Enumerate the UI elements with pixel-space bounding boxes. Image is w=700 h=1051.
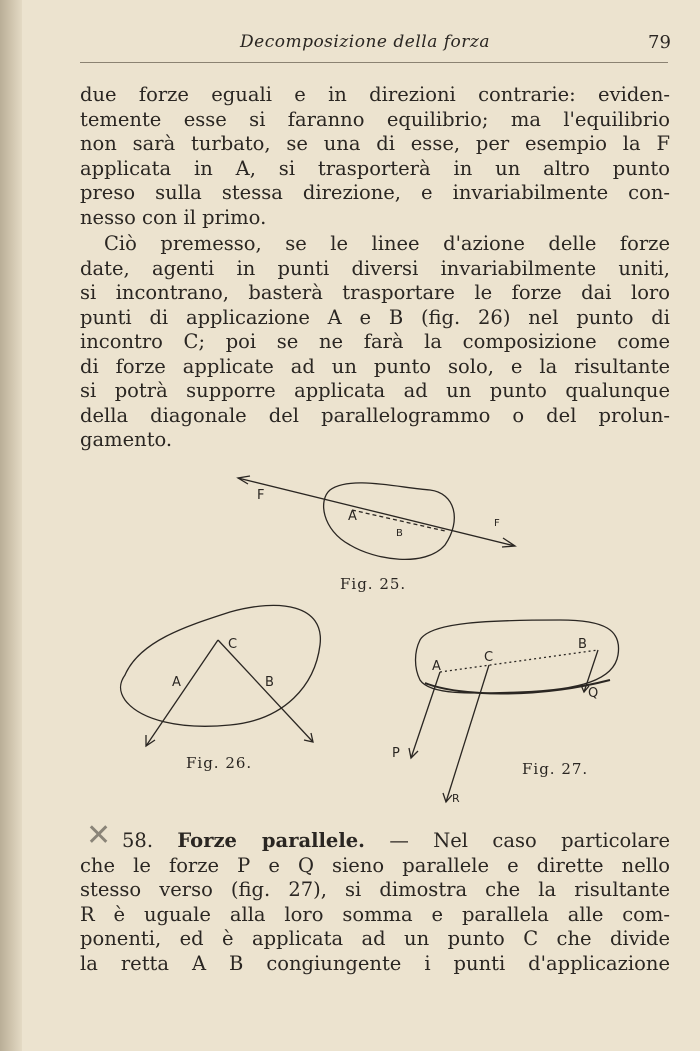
section-heading: Forze parallele. <box>177 829 365 852</box>
fig25-diagram <box>238 476 515 559</box>
fig26-diagram <box>120 605 320 746</box>
text-line: stesso verso (fig. 27), si dimostra che la risultante <box>80 878 670 901</box>
text-line: gamento. <box>80 428 173 451</box>
fig26-label-c: C <box>228 637 238 652</box>
fig27-label-p: P <box>392 746 400 761</box>
fig27-label-a: A <box>432 659 441 674</box>
text-line: nesso con il primo. <box>80 205 267 229</box>
fig25-label-f-right: F <box>494 518 500 529</box>
text-line: incontro C; poi se ne farà la composizione come <box>80 330 670 353</box>
pencil-x-mark: ✕ <box>86 818 112 853</box>
text-line: temente esse si faranno equilibrio; ma l'equilibrio <box>80 107 670 131</box>
fig27-label-c: C <box>484 650 494 665</box>
text-line: si potrà supporre applicata ad un punto qualunque <box>80 379 670 402</box>
fig25-label-f-left: F <box>257 488 265 503</box>
paragraph-3 <box>80 829 670 976</box>
fig25-caption: Fig. 25. <box>340 575 407 593</box>
fig27-label-b: B <box>578 637 587 652</box>
text-line: si incontrano, basterà trasportare le forze dai loro <box>80 281 670 304</box>
fig25-label-a: A <box>348 509 357 524</box>
text-line: preso sulla stessa direzione, e invariabilmente con- <box>80 181 670 204</box>
text-line: che le forze P e Q sieno parallele e dirette nello <box>80 853 670 877</box>
text-line: R è uguale alla loro somma e parallela alle com- <box>80 902 670 926</box>
fig27-label-q: Q <box>588 686 599 701</box>
text-line: Ciò premesso, se le linee d'azione delle forze <box>104 232 670 255</box>
fig26-label-b: B <box>265 675 274 690</box>
text-line: due forze eguali e in direzioni contrarie: eviden- <box>80 83 670 106</box>
fig26-label-a: A <box>172 675 181 690</box>
text-line: ponenti, ed è applicata ad un punto C che divide <box>80 927 670 950</box>
text-line: non sarà turbato, se una di esse, per esempio la F <box>80 132 670 155</box>
page-number: 79 <box>648 32 671 53</box>
section-number: 58. <box>122 829 154 852</box>
text-line: applicata in A, si trasporterà in un altro punto <box>80 156 670 180</box>
text-line: — Nel caso particolare <box>389 829 670 852</box>
fig25-label-b: B <box>396 528 403 539</box>
fig27-label-r: R <box>452 792 460 805</box>
text-line: la retta A B congiungente i punti d'applicazione <box>80 951 670 975</box>
text-line: della diagonale del parallelogrammo o del prolun- <box>80 403 670 427</box>
text-line: di forze applicate ad un punto solo, e la risultante <box>80 354 670 378</box>
fig27-caption: Fig. 27. <box>522 760 589 778</box>
section-heading-line <box>80 829 670 854</box>
text-line: date, agenti in punti diversi invariabilmente uniti, <box>80 256 670 280</box>
running-title: Decomposizione della forza <box>240 32 490 52</box>
fig26-caption: Fig. 26. <box>186 754 253 772</box>
text-line: punti di applicazione A e B (fig. 26) nel punto di <box>80 305 670 329</box>
